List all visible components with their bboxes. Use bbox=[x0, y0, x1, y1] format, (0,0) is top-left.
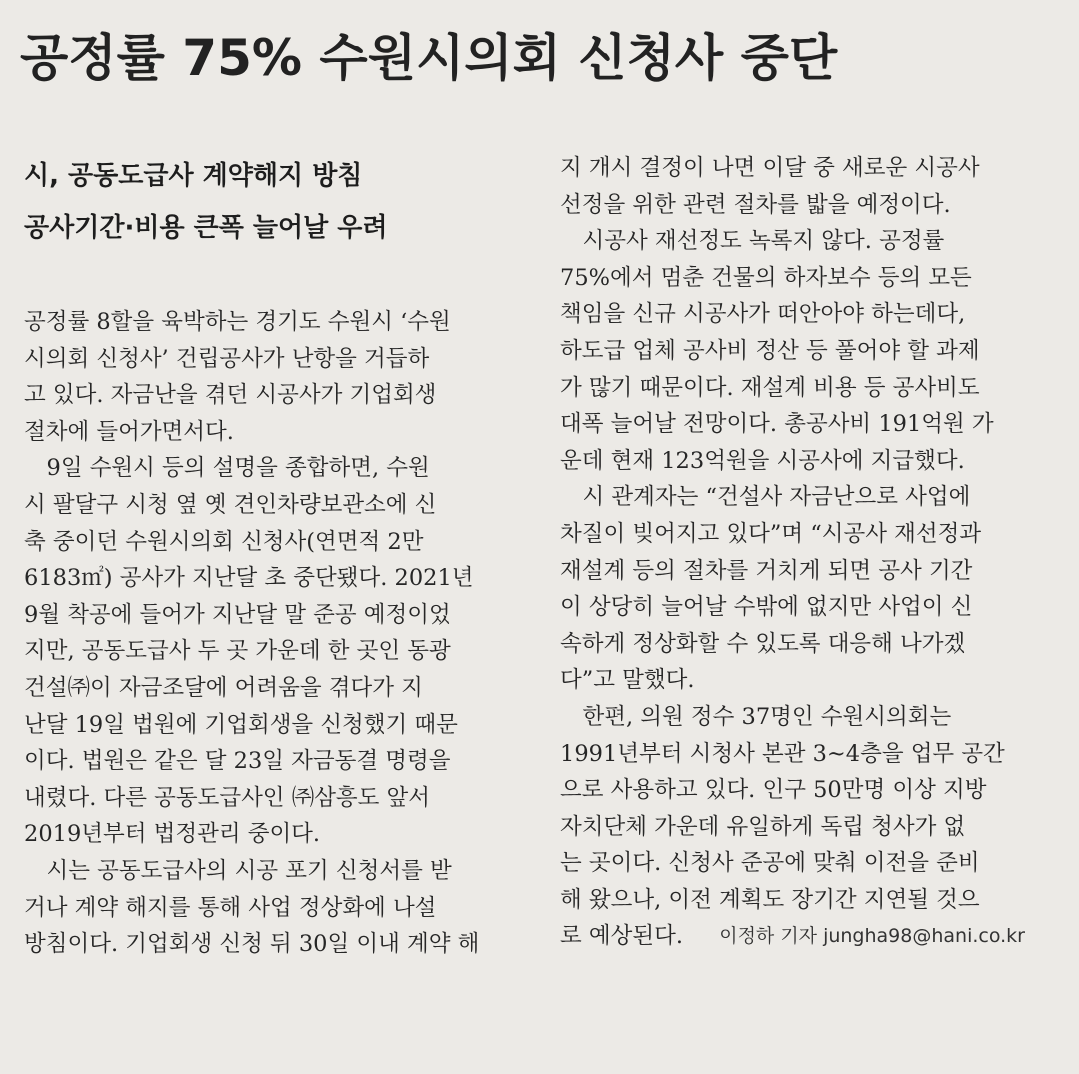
body-line: 해 왔으나, 이전 계획도 장기간 지연될 것으 bbox=[560, 886, 980, 913]
body-line: 9월 착공에 들어가 지난달 말 준공 예정이었 bbox=[24, 601, 451, 628]
body-line: 75%에서 멈춘 건물의 하자보수 등의 모든 bbox=[560, 264, 972, 291]
body-line: 으로 사용하고 있다. 인구 50만명 이상 지방 bbox=[560, 777, 987, 804]
body-line: 시공사 재선정도 녹록지 않다. 공정률 bbox=[560, 228, 945, 255]
body-line: 고 있다. 자금난을 겪던 시공사가 기업회생 bbox=[24, 382, 437, 409]
body-line: 6183㎡) 공사가 지난달 초 중단됐다. 2021년 bbox=[24, 565, 474, 592]
last-line-row bbox=[560, 918, 1060, 955]
subhead-1: 시, 공동도급사 계약해지 방침 bbox=[24, 161, 363, 191]
body-line: 공정률 8할을 육박하는 경기도 수원시 ‘수원 bbox=[24, 309, 451, 335]
body-line: 건설㈜이 자금조달에 어려움을 겪다가 지 bbox=[24, 674, 423, 701]
body-line: 지 개시 결정이 나면 이달 중 새로운 시공사 bbox=[560, 155, 980, 181]
body-line: 지만, 공동도급사 두 곳 가운데 한 곳인 동광 bbox=[24, 638, 451, 665]
body-line: 절차에 들어가면서다. bbox=[24, 418, 234, 445]
right-column bbox=[560, 150, 1060, 955]
body-line: 시 팔달구 시청 옆 옛 견인차량보관소에 신 bbox=[24, 491, 437, 518]
body-line: 선정을 위한 관련 절차를 밟을 예정이다. bbox=[560, 191, 951, 218]
body-line: 이 상당히 늘어날 수밖에 없지만 사업이 신 bbox=[560, 594, 973, 621]
body-line: 내렸다. 다른 공동도급사인 ㈜삼흥도 앞서 bbox=[24, 784, 431, 811]
body-line: 방침이다. 기업회생 신청 뒤 30일 이내 계약 해 bbox=[24, 931, 480, 958]
body-line: 하도급 업체 공사비 정산 등 풀어야 할 과제 bbox=[560, 337, 980, 364]
byline: 이정하 기자 jungha98@hani.co.kr bbox=[719, 925, 1025, 948]
body-line: 한편, 의원 정수 37명인 수원시의회는 bbox=[560, 703, 952, 730]
body-line: 시의회 신청사’ 건립공사가 난항을 거듭하 bbox=[24, 345, 430, 372]
body-line: 9일 수원시 등의 설명을 종합하면, 수원 bbox=[24, 455, 430, 482]
body-line: 책임을 신규 시공사가 떠안아야 하는데다, bbox=[560, 301, 966, 328]
body-line: 가 많기 때문이다. 재설계 비용 등 공사비도 bbox=[560, 374, 980, 401]
body-line: 시 관계자는 “건설사 자금난으로 사업에 bbox=[560, 484, 971, 511]
body-line: 1991년부터 시청사 본관 3~4층을 업무 공간 bbox=[560, 740, 1005, 767]
body-line: 차질이 빚어지고 있다”며 “시공사 재선정과 bbox=[560, 520, 982, 547]
body-line: 시는 공동도급사의 시공 포기 신청서를 받 bbox=[24, 857, 452, 884]
body-line: 난달 19일 법원에 기업회생을 신청했기 때문 bbox=[24, 711, 458, 738]
headline: 공정률 75% 수원시의회 신청사 중단 bbox=[20, 29, 838, 87]
body-line: 대폭 늘어날 전망이다. 총공사비 191억원 가 bbox=[560, 411, 994, 438]
body-line: 2019년부터 법정관리 중이다. bbox=[24, 821, 321, 848]
body-line: 자치단체 가운데 유일하게 독립 청사가 없 bbox=[560, 813, 966, 840]
body-line: 재설계 등의 절차를 거치게 되면 공사 기간 bbox=[560, 557, 973, 584]
body-line: 거나 계약 해지를 통해 사업 정상화에 나설 bbox=[24, 894, 437, 921]
left-column bbox=[24, 150, 524, 963]
subhead-2: 공사기간·비용 큰폭 늘어날 우려 bbox=[24, 213, 388, 243]
left-body-text bbox=[24, 304, 524, 963]
body-line: 운데 현재 123억원을 시공사에 지급했다. bbox=[560, 447, 965, 474]
subhead-block bbox=[24, 150, 524, 254]
body-line: 이다. 법원은 같은 달 23일 자금동결 명령을 bbox=[24, 748, 451, 775]
body-line: 는 곳이다. 신청사 준공에 맞춰 이전을 준비 bbox=[560, 850, 980, 877]
body-line: 로 예상된다. bbox=[560, 923, 683, 950]
body-line: 축 중이던 수원시의회 신청사(연면적 2만 bbox=[24, 528, 424, 555]
body-line: 다”고 말했다. bbox=[560, 667, 695, 694]
body-line: 속하게 정상화할 수 있도록 대응해 나가겠 bbox=[560, 630, 966, 657]
